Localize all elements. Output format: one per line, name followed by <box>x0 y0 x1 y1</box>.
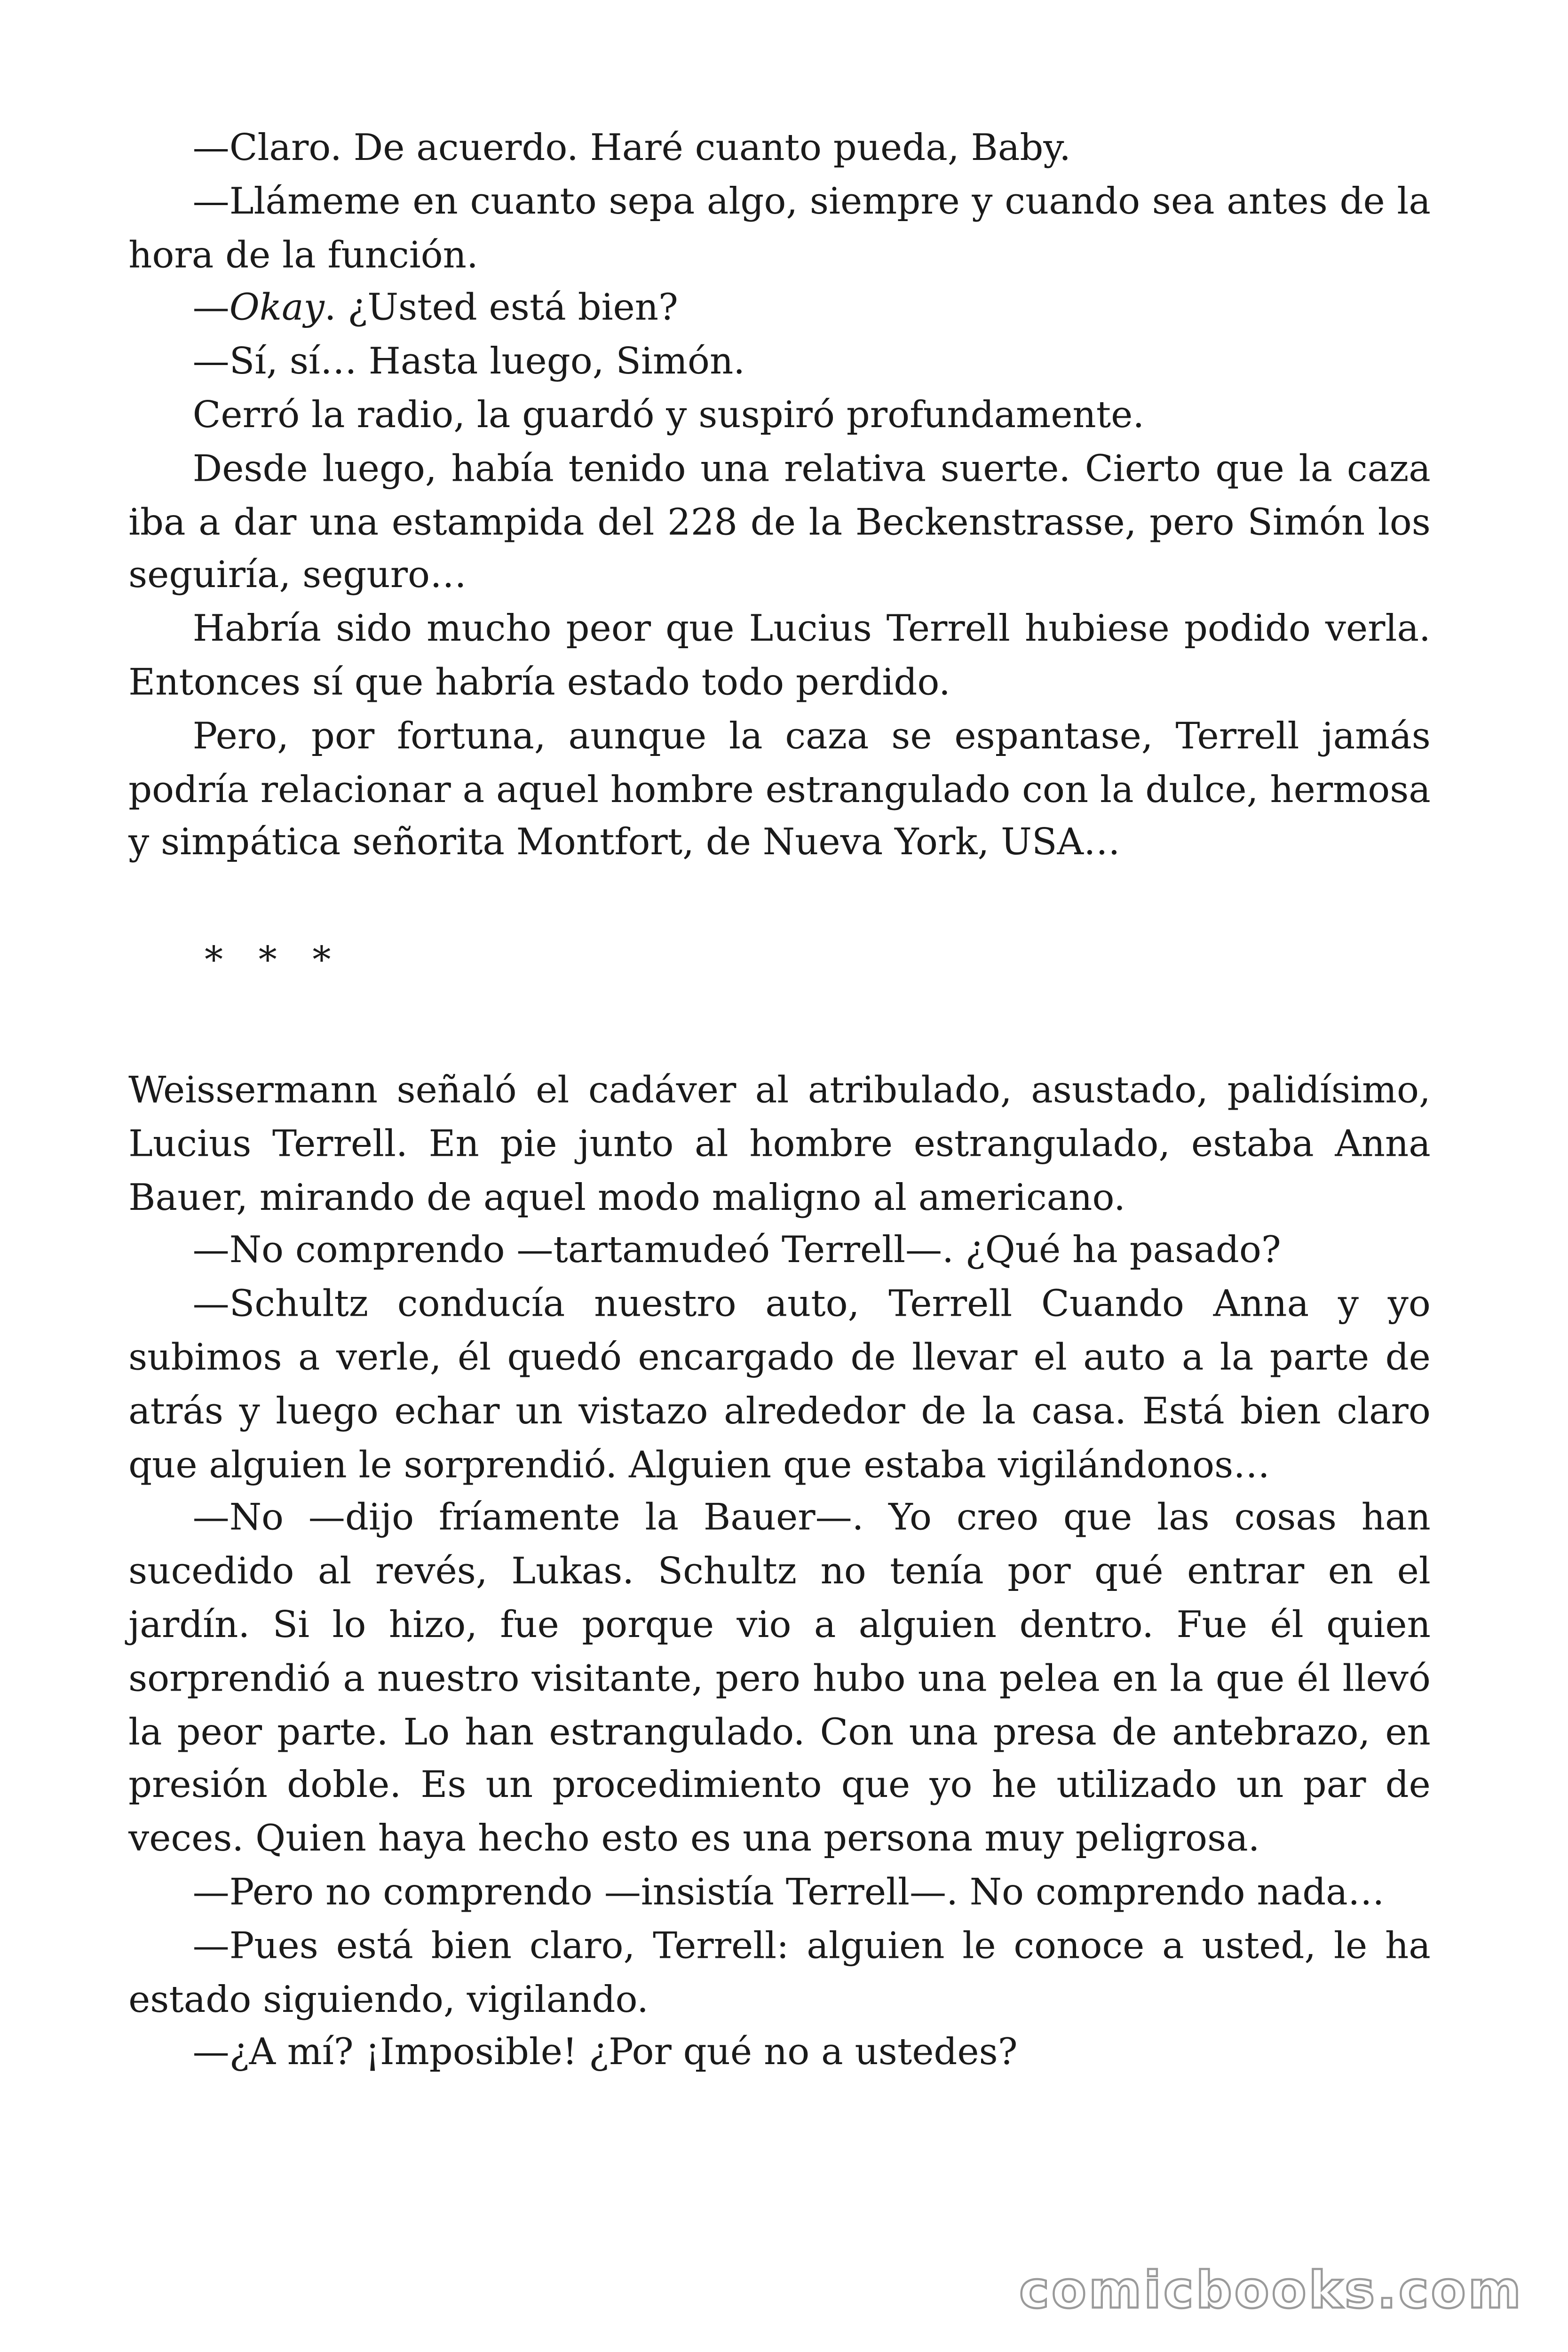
paragraph: —Okay. ¿Usted está bien? <box>192 286 678 329</box>
paragraph: Weissermann señaló el cadáver al atribulado, asustado, palidísimo, Lucius Terrell. En pie junto al hombre estrangulado, estaba Anna Bauer, mirando de aquel modo maligno al americano. <box>128 1068 1431 1218</box>
paragraph: Habría sido mucho peor que Lucius Terrell hubiese podido verla. Entonces sí que habría estado todo perdido. <box>128 606 1431 704</box>
italic-word: Okay <box>229 286 325 329</box>
paragraph: —Pues está bien claro, Terrell: alguien le conoce a usted, le ha estado siguiendo, vigilando. <box>128 1923 1431 2020</box>
paragraph: Cerró la radio, la guardó y suspiró profundamente. <box>192 393 1145 437</box>
scene-break: * * * <box>205 938 343 982</box>
paragraph: —Claro. De acuerdo. Haré cuanto pueda, Baby. <box>192 125 1071 169</box>
spacer <box>128 987 1431 1064</box>
paragraph: Pero, por fortuna, aunque la caza se espantase, Terrell jamás podría relacionar a aquel hombre estrangulado con la dulce, hermosa y simpática señorita Montfort, de Nueva York, USA… <box>128 714 1431 864</box>
paragraph: —Pero no comprendo —insistía Terrell—. No comprendo nada… <box>192 1870 1385 1914</box>
spacer <box>128 869 1431 934</box>
paragraph: —No —dijo fríamente la Bauer—. Yo creo que las cosas han sucedido al revés, Lukas. Schultz no tenía por qué entrar en el jardín. Si lo hizo, fue porque vio a alguien dentro. Fue él quien sorprendió a nuestro visitante, pero hubo una pelea en la que él llevó la peor parte. Lo han estrangulado. Con una presa de antebrazo, en presión doble. Es un procedimiento que yo he utilizado un par de veces. Quien haya hecho esto es una persona muy peligrosa. <box>128 1495 1431 1860</box>
watermark: comicbooks.com <box>1019 2261 1523 2321</box>
paragraph: Desde luego, había tenido una relativa suerte. Cierto que la caza iba a dar una estampida del 228 de la Beckenstrasse, pero Simón los seguiría, seguro… <box>128 446 1431 597</box>
paragraph: —No comprendo —tartamudeó Terrell—. ¿Qué ha pasado? <box>192 1228 1281 1272</box>
body-text <box>128 121 1431 2079</box>
paragraph: —Llámeme en cuanto sepa algo, siempre y cuando sea antes de la hora de la función. <box>128 179 1431 276</box>
paragraph: —¿A mí? ¡Imposible! ¿Por qué no a ustedes? <box>192 2030 1018 2074</box>
paragraph: —Schultz conducía nuestro auto, Terrell Cuando Anna y yo subimos a verle, él quedó encargado de llevar el auto a la parte de atrás y luego echar un vistazo alrededor de la casa. Está bien claro que alguien le sorprendió. Alguien que estaba vigilándonos… <box>128 1281 1431 1486</box>
paragraph: —Sí, sí… Hasta luego, Simón. <box>192 339 745 383</box>
